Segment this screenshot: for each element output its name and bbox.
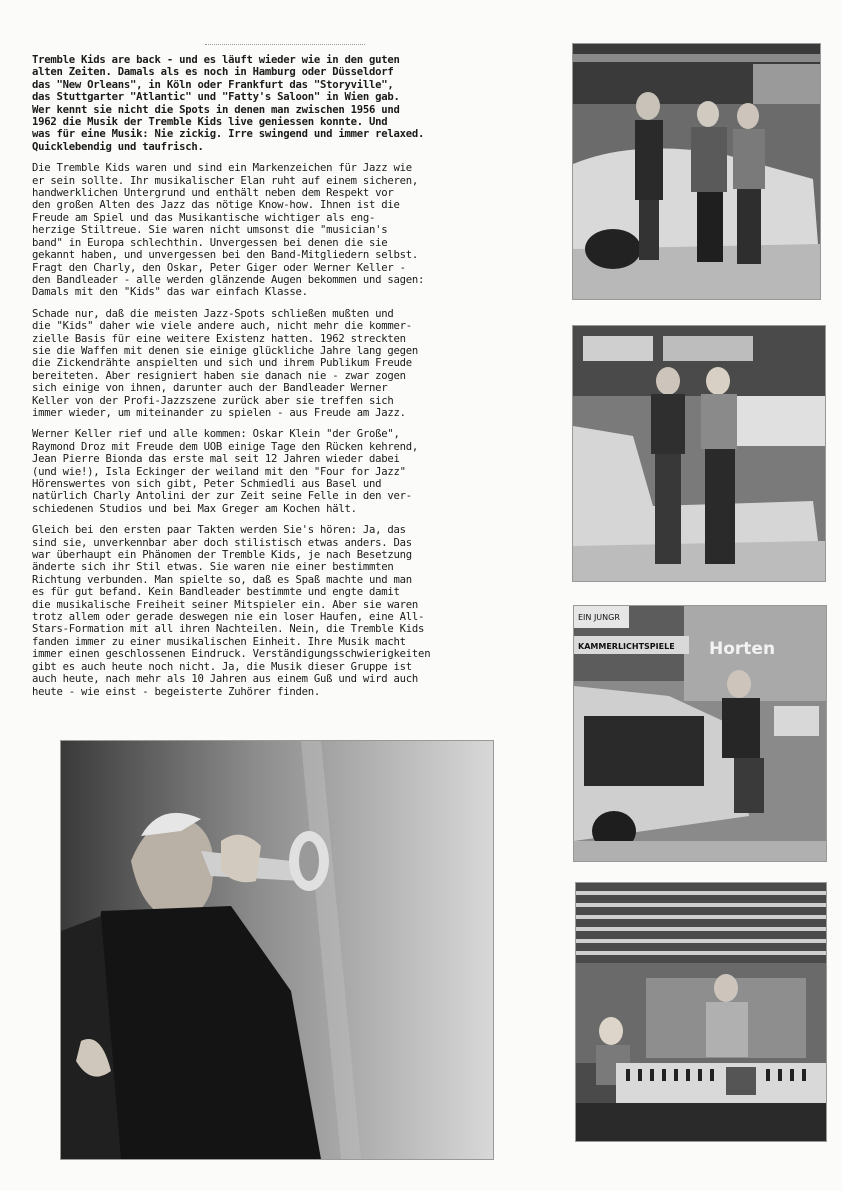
paragraph-sound: Gleich bei den ersten paar Takten werden Sie's hören: Ja, das sind sie, unverkennbar aber doch stilistisch etwas anders. Das war überhaupt ein Phänomen der Tremble Kids, je nach Besetzung änderte sich ihr Stil etwas. Sie waren nie einer bestimmten Richtung verbunden. Man spielte so, daß es Spaß machte und man es für gut befand. Kein Bandleader bestimmte und engte damit die musikalische Freiheit seiner Mitspieler ein. Aber sie waren trotz allem oder gerade deswegen nie ein loser Haufen, eine All- Stars-Formation mit all ihren Nachteilen. Nein, die Tremble Kids fanden immer zu einer musikalischen Einheit. Ihre Musik macht immer einen geschlossenen Eindruck. Verständigungsschwierigkeiten gibt es auch heute noch nicht. Ja, die Musik dieser Gruppe ist auch heute, nach mehr als 10 Jahren aus einem Guß und wird auch heute - wie einst - begeisterte Zuhörer finden. xyxy=(32,524,431,698)
paragraph-closing-spots: Schade nur, daß die meisten Jazz-Spots schließen mußten und die "Kids" daher wie viele andere auch, nicht mehr die kommer- zielle Basis für eine weitere Existenz hatten. 1962 streckten sie die Waffen mit denen sie einige glückliche Jahre lang gegen die Zickendrähte anspielten und sich und ihrem Publikum Freude bereiteten. Aber resigniert haben sie danach nie - zwar zogen sich einige von ihnen, darunter auch der Bandleader Werner Keller von der Profi-Jazzszene zurück aber sie treffen sich immer wieder, um miteinander zu spielen - aus Freude am Jazz. xyxy=(32,307,419,419)
cinema-sign: KAMMERLICHTSPIELE xyxy=(578,642,675,651)
store-sign: Horten xyxy=(709,639,776,659)
photo-recording-studio xyxy=(575,882,827,1142)
photo-two-musicians-car xyxy=(572,325,826,582)
paragraph-trademark: Die Tremble Kids waren und sind ein Markenzeichen für Jazz wie er sein sollte. Ihr musikalischer Elan ruht auf einem sicheren, handwerklichen Untergrund und enthält neben dem Respekt vor den großen Alten des Jazz das nötige Know-how. Ihnen ist die Freude am Spiel und das Musikantische wichtiger als eng- herzige Stiltreue. Sie waren nicht umsonst die "musician's band" in Europa schlechthin. Unvergessen bei denen die sie gekannt haben, und unvergessen bei den Band-Mitgliedern selbst. Fragt den Charly, den Oskar, Peter Giger oder Werner Keller - den Bandleader - alle werden glänzende Augen bekommen und sagen: Damals mit den "Kids" das war einfach Klasse. xyxy=(32,162,425,299)
paragraph-lineup: Werner Keller rief und alle kommen: Oskar Klein "der Große", Raymond Droz mit Freude dem UOB einige Tage den Rücken kehrend, Jean Pierre Bionda das erste mal seit 12 Jahren wieder dabei (und wie!), Isla Eckinger der weiland mit den "Four for Jazz" Hörenswertes von sich gibt, Peter Schmiedli aus Basel und natürlich Charly Antolini der zur Zeit seine Felle in den ver- schiedenen Studios und bei Max Greger am Kochen hält. xyxy=(32,428,419,515)
scan-mark xyxy=(205,44,365,49)
paragraph-intro: Tremble Kids are back - und es läuft wieder wie in den guten alten Zeiten. Damals als es noch in Hamburg oder Düsseldorf das "New Orleans", in Köln oder Frankfurt das "Storyville", das Stuttgarter "Atlantic" und "Fatty's Saloon" in Wien gab. Wer kennt sie nicht die Spots in denen man zwischen 1956 und 1962 die Musik der Tremble Kids live geniessen konnte. Und was für eine Musik: Nie zickig. Irre swingend und immer relaxed. Quicklebendig und taufrisch. xyxy=(32,54,425,153)
photo-three-musicians-street xyxy=(572,43,821,300)
article-text xyxy=(32,54,532,707)
photo-trumpet-player xyxy=(60,740,494,1160)
banner-sign: EIN JUNGR xyxy=(578,613,620,622)
photo-musician-on-car xyxy=(573,605,827,862)
